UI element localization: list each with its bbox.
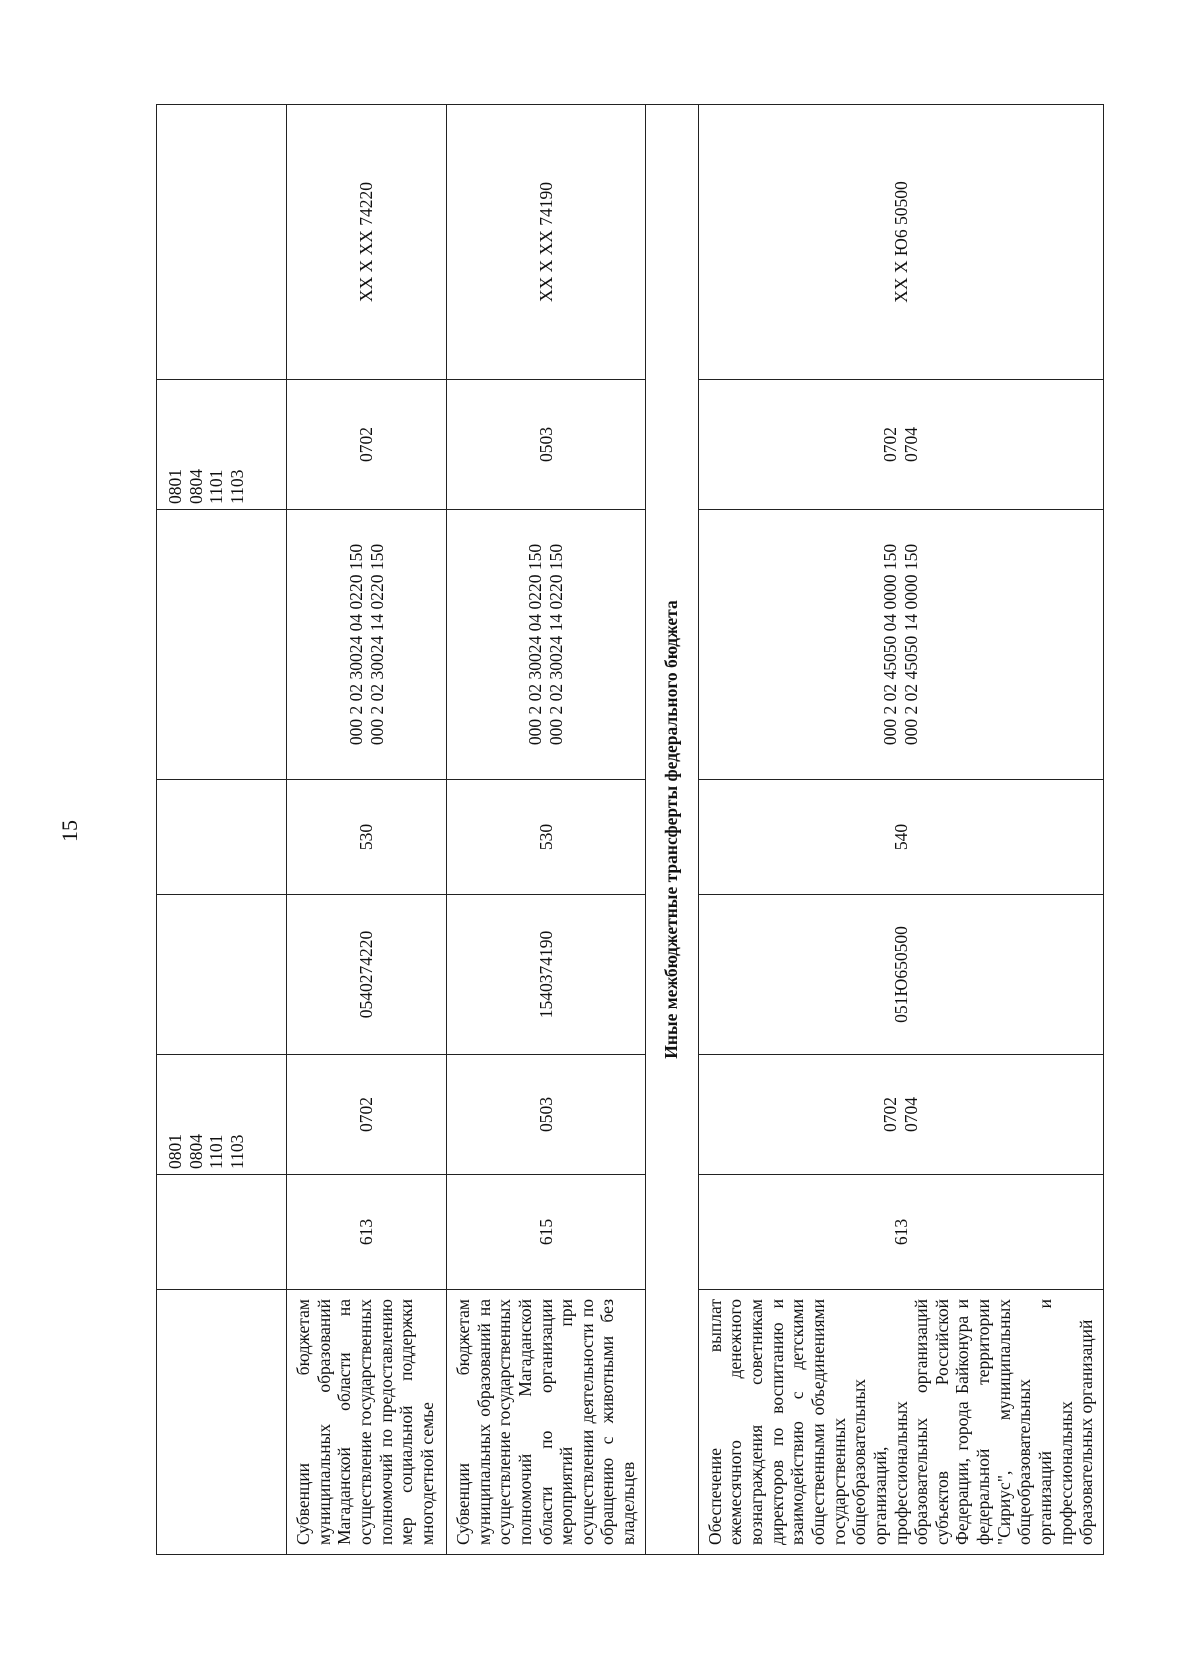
- row-classification-code: XX X XX 74220: [287, 105, 447, 380]
- row-income-codes: 000 2 02 30024 04 0220 150 000 2 02 30024 14 0220 150: [447, 510, 646, 780]
- row-admin-code: 613: [287, 1175, 447, 1290]
- row-description: Субвенции бюджетам муниципальных образований Магаданской области на осуществление государственных полномочий по предоставлению мер социальной поддержки многодетной семье: [287, 1290, 447, 1555]
- header-cell: [157, 510, 287, 780]
- row-target-code: 051Ю650500: [698, 895, 1103, 1055]
- row-target-code: 0540274220: [287, 895, 447, 1055]
- header-cell: [157, 1290, 287, 1555]
- section-title-row: [645, 105, 698, 1555]
- section-title: Иные межбюджетные трансферты федерального бюджета: [645, 105, 698, 1555]
- table-header-row: [157, 105, 287, 1555]
- row-description: Обеспечение выплат ежемесячного денежного вознаграждения советникам директоров по воспитанию и взаимодействию с детскими общественными объединениями государственных общеобразовательных организаций, профессиональных образовательных организаций субъектов Российской Федерации, города Байконура и федеральной территории "Сириус", муниципальных общеобразовательных организаций и профессиональных образовательных организаций: [698, 1290, 1103, 1555]
- header-cell: [157, 895, 287, 1055]
- row-section-code-2: 0702 0704: [698, 380, 1103, 510]
- rotated-table-container: [156, 105, 1097, 1555]
- row-section-code: 0702 0704: [698, 1055, 1103, 1175]
- row-admin-code: 615: [447, 1175, 646, 1290]
- row-expense-type: 530: [287, 780, 447, 895]
- row-section-code: 0702: [287, 1055, 447, 1175]
- header-cell: [157, 780, 287, 895]
- row-expense-type: 540: [698, 780, 1103, 895]
- header-cell: [157, 105, 287, 380]
- row-income-codes: 000 2 02 45050 04 0000 150 000 2 02 45050 14 0000 150: [698, 510, 1103, 780]
- row-classification-code: XX X XX 74190: [447, 105, 646, 380]
- row-description: Субвенции бюджетам муниципальных образований на осуществление государственных полномочий Магаданской области по организации мероприятий при осуществлении деятельности по обращению с животными без владельцев: [447, 1290, 646, 1555]
- header-cell: [157, 1175, 287, 1290]
- table-row: [698, 105, 1103, 1555]
- table-row: [447, 105, 646, 1555]
- row-expense-type: 530: [447, 780, 646, 895]
- header-code-list: 0801 0804 1101 1103: [157, 1055, 287, 1175]
- row-classification-code: XX X Ю6 50500: [698, 105, 1103, 380]
- budget-table: [156, 104, 1104, 1555]
- page-number: 15: [57, 820, 82, 842]
- row-section-code-2: 0503: [447, 380, 646, 510]
- row-target-code: 1540374190: [447, 895, 646, 1055]
- row-income-codes: 000 2 02 30024 04 0220 150 000 2 02 30024 14 0220 150: [287, 510, 447, 780]
- header-code-list: 0801 0804 1101 1103: [157, 380, 287, 510]
- row-section-code: 0503: [447, 1055, 646, 1175]
- table-row: [287, 105, 447, 1555]
- row-section-code-2: 0702: [287, 380, 447, 510]
- row-admin-code: 613: [698, 1175, 1103, 1290]
